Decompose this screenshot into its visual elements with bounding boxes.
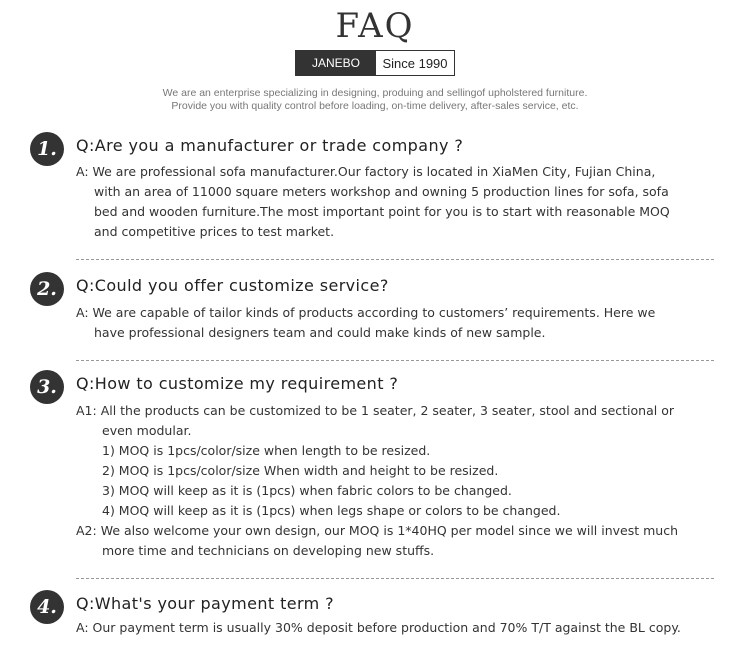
answer-line: have professional designers team and could make kinds of new sample. [94, 325, 546, 340]
faq-number-badge: 3. [30, 370, 64, 404]
answer-line: A: We are capable of tailor kinds of products according to customers’ requirements. Here we [76, 305, 656, 320]
faq-number-badge: 2. [30, 272, 64, 306]
faq-answer [76, 618, 681, 638]
faq-answer [76, 401, 678, 561]
answer-line: bed and wooden furniture.The most important point for you is to start with reasonable MOQ [94, 204, 670, 219]
faq-question: Q:Are you a manufacturer or trade company ? [76, 136, 464, 155]
divider [76, 360, 714, 361]
page-title: FAQ [335, 6, 415, 46]
answer-line: A2: We also welcome your own design, our MOQ is 1*40HQ per model since we will invest much [76, 523, 678, 538]
answer-line: more time and technicians on developing new stuffs. [102, 543, 435, 558]
answer-line: even modular. [102, 423, 192, 438]
intro-text [0, 87, 750, 113]
answer-line: 3) MOQ will keep as it is (1pcs) when fabric colors to be changed. [102, 483, 512, 498]
faq-question: Q:What's your payment term ? [76, 594, 335, 613]
answer-line: A: Our payment term is usually 30% deposit before production and 70% T/T against the BL copy. [76, 620, 681, 635]
divider [76, 578, 714, 579]
faq-number-badge: 1. [30, 132, 64, 166]
brand-name: JANEBO [296, 51, 376, 75]
faq-answer [76, 303, 655, 343]
divider [76, 259, 714, 260]
faq-question: Q:Could you offer customize service? [76, 276, 389, 295]
answer-line: and competitive prices to test market. [94, 224, 335, 239]
brand-badge [295, 50, 455, 76]
faq-question: Q:How to customize my requirement ? [76, 374, 399, 393]
intro-line-2: Provide you with quality control before loading, on-time delivery, after-sales service, etc. [171, 100, 579, 112]
answer-line: 4) MOQ will keep as it is (1pcs) when legs shape or colors to be changed. [102, 503, 561, 518]
answer-line: A: We are professional sofa manufacturer.Our factory is located in XiaMen City, Fujian China, [76, 164, 656, 179]
answer-line: 1) MOQ is 1pcs/color/size when length to be resized. [102, 443, 431, 458]
answer-line: with an area of 11000 square meters workshop and owning 5 production lines for sofa, sofa [94, 184, 669, 199]
faq-answer [76, 162, 670, 242]
answer-line: 2) MOQ is 1pcs/color/size When width and height to be resized. [102, 463, 499, 478]
intro-line-1: We are an enterprise specializing in designing, produing and sellingof upholstered furniture. [162, 87, 588, 99]
answer-line: A1: All the products can be customized to be 1 seater, 2 seater, 3 seater, stool and sectional or [76, 403, 674, 418]
faq-number-badge: 4. [30, 590, 64, 624]
since-year: Since 1990 [382, 55, 448, 71]
